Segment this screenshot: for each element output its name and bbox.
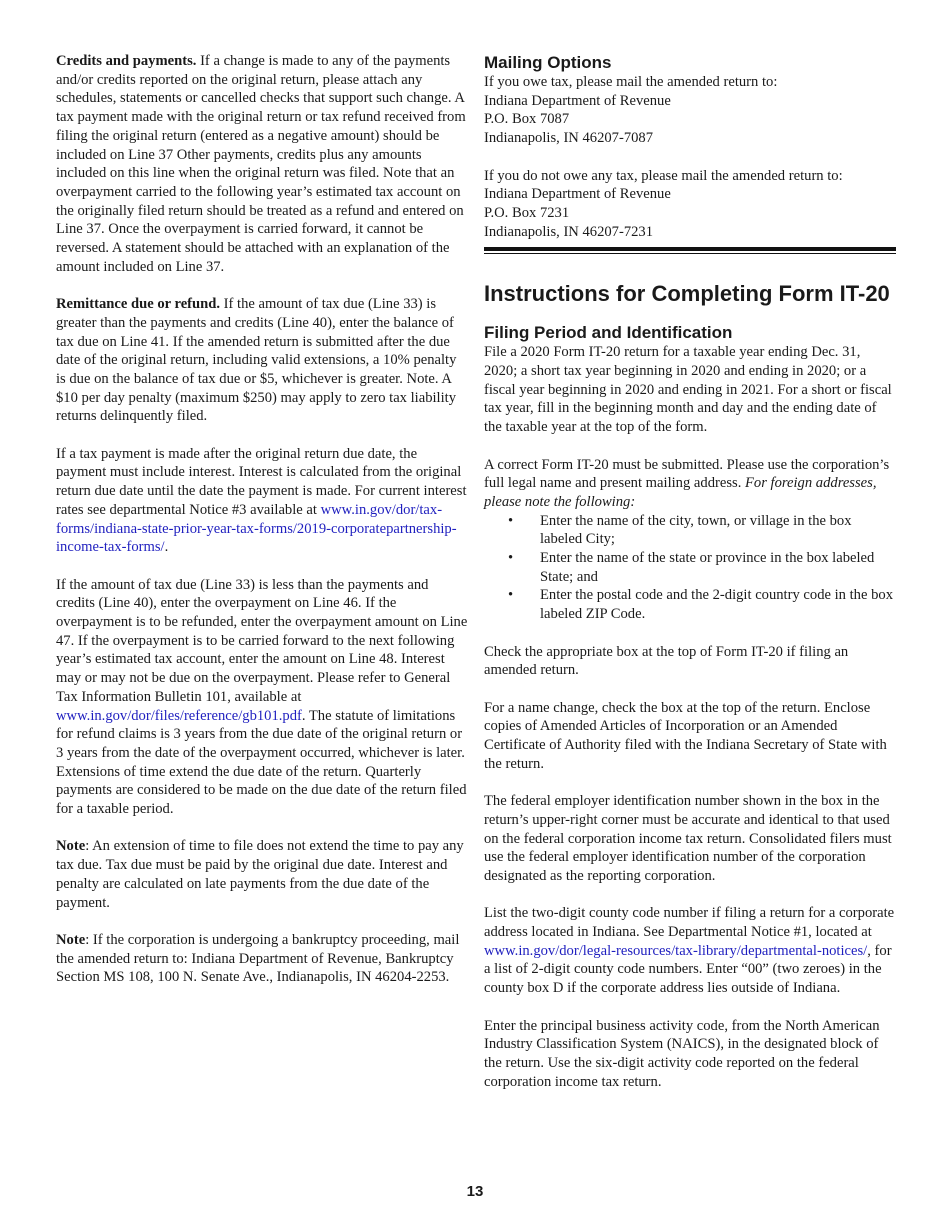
instructions-title: Instructions for Completing Form IT-20 — [484, 281, 890, 307]
list-item: • Enter the name of the state or province in the box labeled State; and — [484, 549, 896, 586]
bankruptcy-note — [56, 931, 468, 987]
filing-p6-after: , for a list of 2-digit county code numbers. Enter “00” (two zeroes) in the county box D if the corporate address lies outside of Indiana. — [484, 942, 892, 997]
mailing-options-heading: Mailing Options — [484, 53, 612, 72]
remittance-body: If the amount of tax due (Line 33) is greater than the payments and credits (Line 40), enter the balance of tax due on Line 41. If the amended return is submitted after the due date of the original return, including valid extensions, a 10% penalty is due on the balance of tax due or $5, whichever is greater. Note. A $10 per day penalty (maximum $250) may apply to zero tax liability returns delinquently filed. — [56, 296, 457, 425]
right-column — [484, 52, 896, 1110]
no-owe-line2: P.O. Box 7231 — [484, 204, 570, 221]
page-number: 13 — [466, 1183, 484, 1200]
extension-note-body: : An extension of time to file does not extend the time to pay any tax due. Tax due must be paid by the original due date. Interest and penalty are calculated on late payments from the due date of the payment. — [56, 838, 464, 911]
no-owe-line3: Indianapolis, IN 46207-7231 — [484, 223, 654, 240]
extension-note — [56, 837, 468, 912]
foreign-address-list — [484, 512, 896, 624]
overpayment-body: If the amount of tax due (Line 33) is less than the payments and credits (Line 40), enter the overpayment on Line 46. If the overpayment is to be refunded, enter the overpayment amount on Line 47. If the overpayment is to be carried forward to the next following year’s estimated tax account, enter the amount on Line 48. Interest may or may not be due on the overpayment. Please refer to General Tax Information Bulletin 101, available at — [56, 576, 468, 705]
no-owe-address — [484, 167, 896, 242]
departmental-notices-link[interactable]: www.in.gov/dor/legal-resources/tax-library/departmental-notices/ — [484, 942, 868, 959]
list-item: • Enter the postal code and the 2-digit country code in the box labeled ZIP Code. — [484, 586, 896, 623]
owe-intro: If you owe tax, please mail the amended return to: — [484, 74, 778, 90]
owe-line3: Indianapolis, IN 46207-7087 — [484, 130, 654, 147]
filing-p3: Check the appropriate box at the top of Form IT-20 if filing an amended return. — [484, 643, 849, 679]
left-column — [56, 52, 468, 1006]
overpayment-paragraph — [56, 576, 468, 819]
filing-p2-text: A correct Form IT-20 must be submitted. Please use the corporation’s full legal name and present mailing address. — [484, 456, 890, 492]
no-owe-line1: Indiana Department of Revenue — [484, 186, 671, 203]
no-owe-intro: If you do not owe any tax, please mail the amended return to: — [484, 167, 843, 184]
remittance-paragraph — [56, 295, 468, 426]
owe-line2: P.O. Box 7087 — [484, 111, 570, 128]
overpayment-after: . The statute of limitations for refund claims is 3 years from the due date of the original return or 3 years from the date of the overpayment occurred, whichever is later. Extensions of time extend the due date of the return. Quarterly payments are considered to be made on the due date of the return filed for a taxable period. — [56, 707, 467, 818]
filing-p4: For a name change, check the box at the top of the return. Enclose copies of Amended Articles of Incorporation or an Amended Certificate of Authority filed with the Indiana Secretary of State with the return. — [484, 699, 887, 772]
credits-paragraph — [56, 52, 468, 276]
bankruptcy-note-body: : If the corporation is undergoing a bankruptcy proceeding, mail the amended return to: Indiana Department of Revenue, Bankruptcy Section MS 108, 100 N. Senate Ave., Indianapolis, IN 46204-2253. — [56, 931, 460, 986]
note-label: Note — [56, 838, 86, 855]
interest-body: If a tax payment is made after the original return due date, the payment must include interest. Interest is calculated from the original return due date until the date the payment is made. For current interest rates see departmental Notice #3 available at — [56, 445, 467, 518]
foreign-address-note: For foreign addresses, please note the following: — [484, 475, 877, 510]
owe-line1: Indiana Department of Revenue — [484, 92, 671, 109]
filing-p5: The federal employer identification number shown in the box in the return’s upper-right corner must be accurate and identical to that used on the federal corporation income tax return. Consolidated filers must use the federal employer identification number of the corporation designated as the reporting corporation. — [484, 793, 892, 884]
filing-p6-text: List the two-digit county code number if filing a return for a corporate address located in Indiana. See Departmental Notice #1, located at — [484, 905, 895, 941]
credits-heading: Credits and payments. — [56, 53, 197, 69]
section-divider — [484, 247, 896, 254]
credits-body: If a change is made to any of the payments and/or credits reported on the original return, please attach any schedules, statements or cancelled checks that support such change. A tax payment made with the original return or tax refund received from filing the original return (entered as a negative amount) should be included on Line 37 Other payments, credits plus any amounts included on this line when the original return was filed. Note that an overpayment carried to the following year’s estimated tax account on the originally filed return should be treated as a refund and entered on Line 37. Once the overpayment is carried forward, it cannot be reversed. A statement should be attached with an explanation of the amount included on Line 37. — [56, 53, 466, 275]
bulletin-101-link[interactable]: www.in.gov/dor/files/reference/gb101.pdf — [56, 707, 302, 724]
list-item: • Enter the name of the city, town, or village in the box labeled City; — [484, 512, 896, 549]
filing-p1: File a 2020 Form IT-20 return for a taxable year ending Dec. 31, 2020; a short tax year beginning in 2020 and ending in 2020; or a fiscal year beginning in 2020 and ending in 2021. For a short or fiscal tax year, fill in the beginning month and day and the ending date of the taxable year at the top of the form. — [484, 344, 892, 436]
remittance-heading: Remittance due or refund. — [56, 296, 221, 313]
interest-rates-link[interactable]: www.in.gov/dor/tax-forms/indiana-state-prior-year-tax-forms/2019-corporatepartnership-income-tax-forms/ — [56, 501, 457, 556]
filing-p2 — [484, 456, 896, 512]
filing-period-heading: Filing Period and Identification — [484, 323, 733, 343]
filing-p7: Enter the principal business activity code, from the North American Industry Classification System (NAICS), in the designated block of the return. Use the six-digit activity code reported on the federal corporation income tax return. — [484, 1017, 880, 1090]
owe-tax-address — [484, 73, 896, 148]
filing-p6 — [484, 904, 896, 998]
interest-after: . — [164, 539, 169, 556]
interest-paragraph — [56, 445, 468, 557]
note-label: Note — [56, 931, 86, 948]
